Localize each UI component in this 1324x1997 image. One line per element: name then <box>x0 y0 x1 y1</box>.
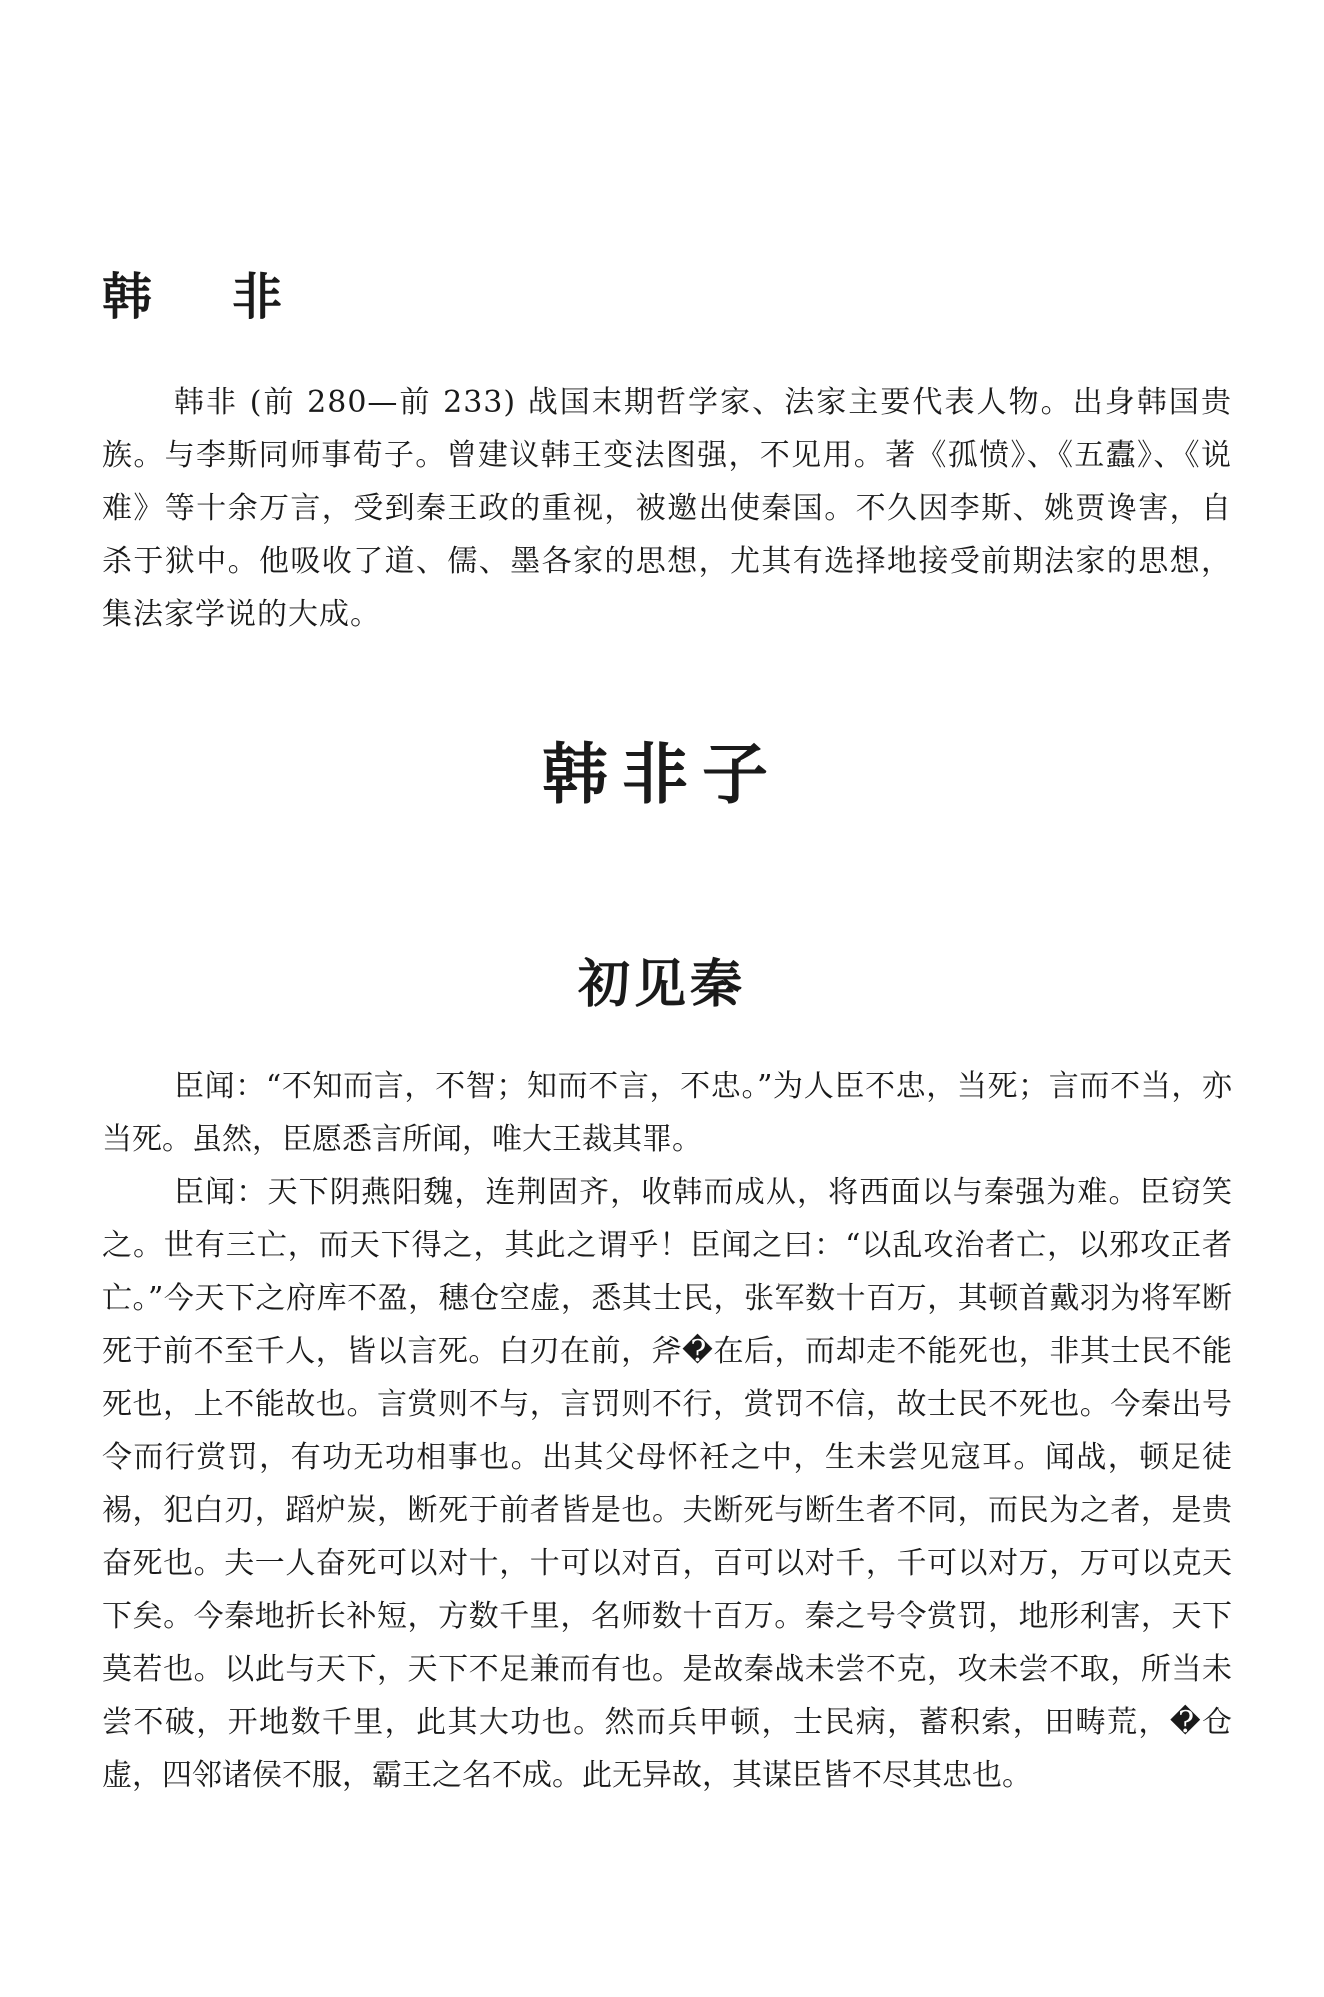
book-title: 韩非子 <box>542 736 782 813</box>
author-biography: 韩非 (前 280—前 233) 战国末期哲学家、法家主要代表人物。出身韩国贵族。与李斯同师事荀子。曾建议韩王变法图强，不见用。著《孤愤》、《五蠹》、《说难》等十余万言，受到秦王政的重视，被邀出使秦国。不久因李斯、姚贾谗害，自杀于狱中。他吸收了道、儒、墨各家的思想，尤其有选择地接受前期法家的思想，集法家学说的大成。 <box>102 385 1232 632</box>
author-heading: 韩非 <box>102 268 362 326</box>
chapter-body <box>102 1060 1232 1802</box>
paragraph: 臣闻：“不知而言，不智；知而不言，不忠。”为人臣不忠，当死；言而不当，亦当死。虽然，臣愿悉言所闻，唯大王裁其罪。 <box>102 1069 1232 1157</box>
chapter-title: 初见秦 <box>577 955 746 1015</box>
paragraph: 臣闻：天下阴燕阳魏，连荆固齐，收韩而成从，将西面以与秦强为难。臣窃笑之。世有三亡，而天下得之，其此之谓乎！臣闻之曰：“以乱攻治者亡，以邪攻正者亡。”今天下之府库不盈，穗仓空虚，悉其士民，张军数十百万，其顿首戴羽为将军断死于前不至千人，皆以言死。白刃在前，斧�在后，而却走不能死也，非其士民不能死也，上不能故也。言赏则不与，言罚则不行，赏罚不信，故士民不死也。今秦出号令而行赏罚，有功无功相事也。出其父母怀衽之中，生未尝见寇耳。闻战，顿足徒裼，犯白刃，蹈炉炭，断死于前者皆是也。夫断死与断生者不同，而民为之者，是贵奋死也。夫一人奋死可以对十，十可以对百，百可以对千，千可以对万，万可以克天下矣。今秦地折长补短，方数千里，名师数十百万。秦之号令赏罚，地形利害，天下莫若也。以此与天下，天下不足兼而有也。是故秦战未尝不克，攻未尝不取，所当未尝不破，开地数千里，此其大功也。然而兵甲顿，士民病，蓄积索，田畴荒，�仓虚，四邻诸侯不服，霸王之名不成。此无异故，其谋臣皆不尽其忠也。 <box>102 1175 1232 1793</box>
